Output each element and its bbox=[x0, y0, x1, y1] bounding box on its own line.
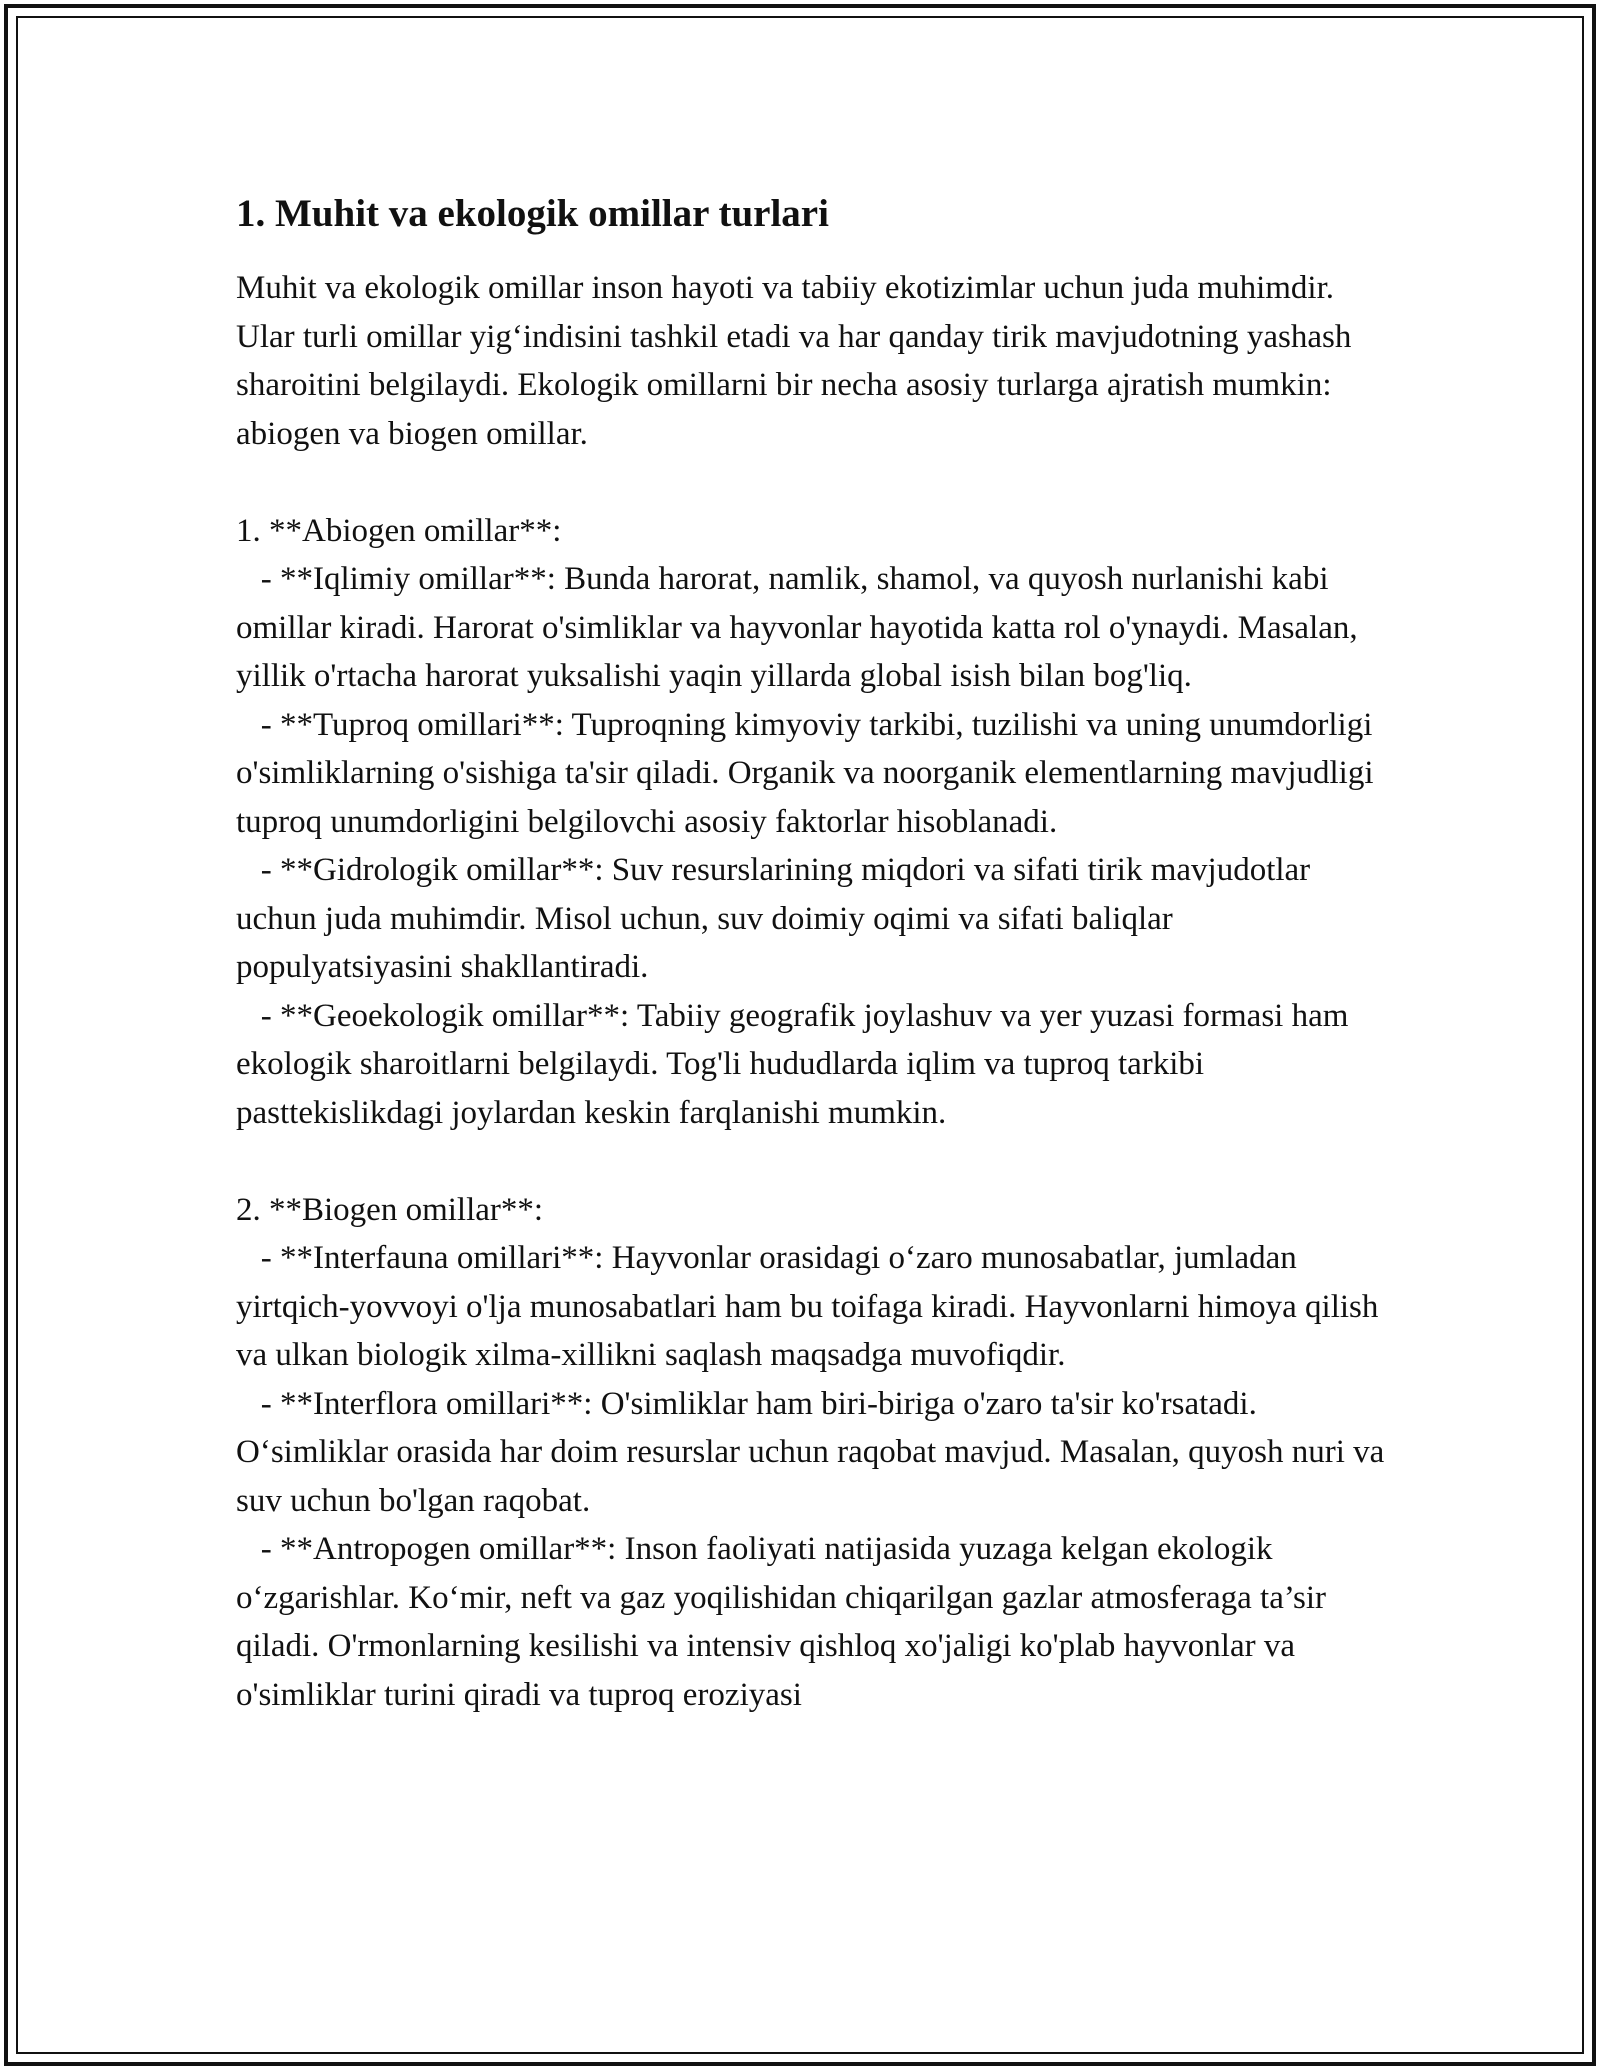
intro-paragraph: Muhit va ekologik omillar inson hayoti va tabiiy ekotizimlar uchun juda muhimdir. Ular turli omillar yig‘indisini tashkil etadi va har qanday tirik mavjudotning yashash sharoitini belgilaydi. Ekologik omillarni bir necha asosiy turlarga ajratish mumkin: abiogen va biogen omillar. bbox=[236, 270, 1360, 452]
list-item: - **Iqlimiy omillar**: Bunda harorat, namlik, shamol, va quyosh nurlanishi kabi omillar kiradi. Harorat o'simliklar va hayvonlar hayotida katta rol o'ynaydi. Masalan, yillik o'rtacha harorat yuksalishi yaqin yillarda global isish bilan bog'liq. bbox=[236, 561, 1366, 694]
section-biogen bbox=[236, 1186, 1393, 1720]
list-item: - **Interflora omillari**: O'simliklar ham biri-biriga o'zaro ta'sir ko'rsatadi. O‘simliklar orasida har doim resurslar uchun raqobat mavjud. Masalan, quyosh nuri va suv uchun bo'lgan raqobat. bbox=[236, 1385, 1393, 1519]
list-item: - **Geoekologik omillar**: Tabiiy geografik joylashuv va yer yuzasi formasi ham ekologik sharoitlarni belgilaydi. Tog'li hududlarda iqlim va tuproq tarkibi pasttekislikdagi joylardan keskin farqlanishi mumkin. bbox=[236, 997, 1357, 1131]
list-item: - **Tuproq omillari**: Tuproqning kimyoviy tarkibi, tuzilishi va uning unumdorligi o'simliklarning o'sishiga ta'sir qiladi. Organik va noorganik elementlarning mavjudligi tuproq unumdorligini belgilovchi asosiy faktorlar hisoblanadi. bbox=[236, 706, 1382, 840]
section-heading: 2. **Biogen omillar**: bbox=[236, 1191, 544, 1228]
section-heading: 1. **Abiogen omillar**: bbox=[236, 512, 562, 549]
paragraph-gap bbox=[236, 1137, 1386, 1186]
list-item: - **Antropogen omillar**: Inson faoliyati natijasida yuzaga kelgan ekologik o‘zgarishlar. Ko‘mir, neft va gaz yoqilishidan chiqarilgan gazlar atmosferaga ta’sir qiladi. O'rmonlarning kesilishi va intensiv qishloq xo'jaligi ko'plab hayvonlar va o'simliklar turini qiradi va tuproq eroziyasi bbox=[236, 1531, 1335, 1713]
paragraph-gap bbox=[236, 458, 1386, 507]
page-title: 1. Muhit va ekologik omillar turlari bbox=[236, 192, 829, 235]
list-item: - **Gidrologik omillar**: Suv resurslarining miqdori va sifati tirik mavjudotlar uchun juda muhimdir. Misol uchun, suv doimiy oqimi va sifati baliqlar populyatsiyasini shakllantiradi. bbox=[236, 852, 1319, 985]
list-item: - **Interfauna omillari**: Hayvonlar orasidagi o‘zaro munosabatlar, jumladan yirtqich-yovvoyi o'lja munosabatlari ham bu toifaga kiradi. Hayvonlarni himoya qilish va ulkan biologik xilma-xillikni saqlash maqsadga muvofiqdir. bbox=[236, 1240, 1387, 1373]
section-abiogen bbox=[236, 507, 1386, 1138]
document-body bbox=[236, 186, 1393, 1719]
